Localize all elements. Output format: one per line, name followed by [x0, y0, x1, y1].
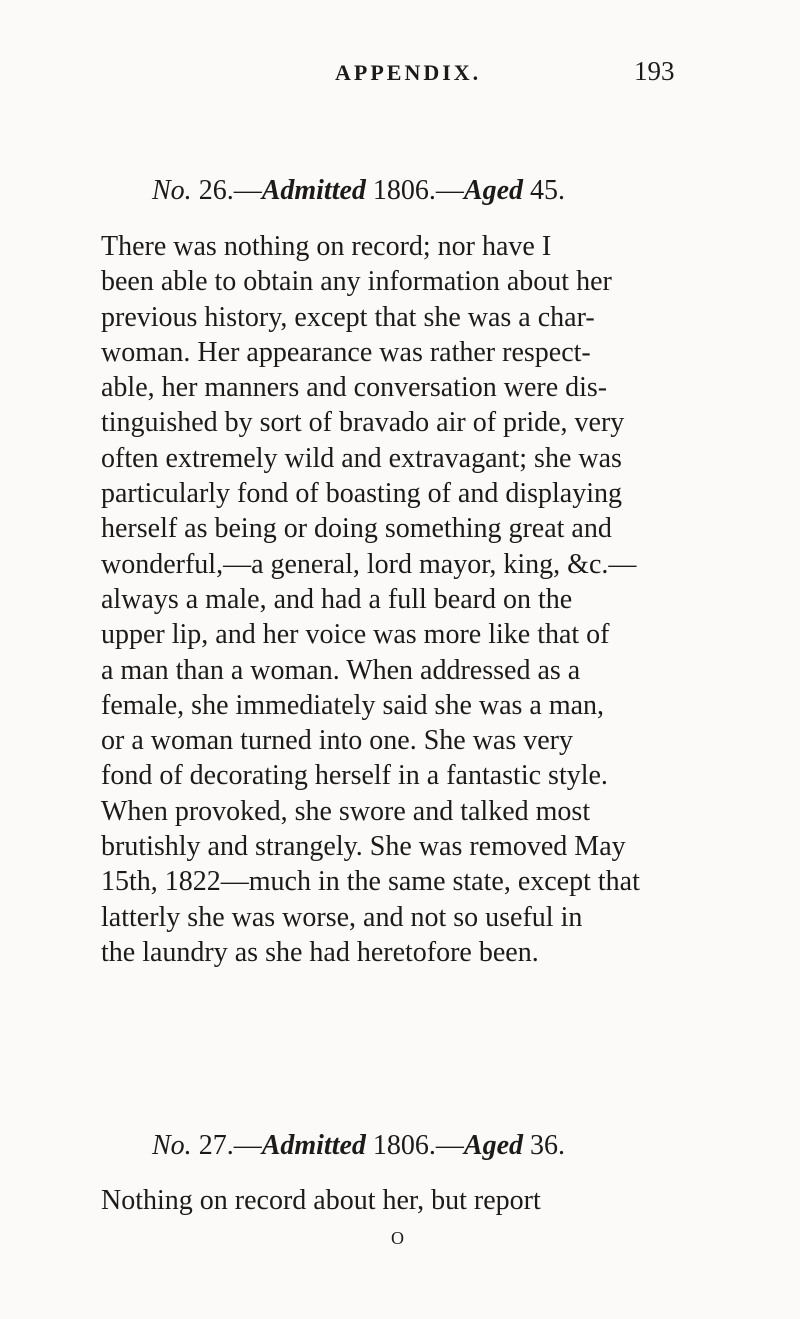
admitted-label: Admitted [261, 1130, 366, 1161]
entry-number: 26.— [198, 175, 262, 206]
entry-heading-26 [152, 175, 565, 207]
admitted-label: Admitted [261, 175, 366, 206]
running-head [0, 56, 800, 96]
entry-heading-27 [152, 1130, 565, 1162]
entry-number-label: No. [152, 1130, 192, 1161]
page-number: 193 [634, 56, 675, 86]
entry-text-27: Nothing on record about her, but report [101, 1185, 541, 1216]
entry-text-26: There was nothing on record; nor have I been able to obtain any information about her previous history, except that she was a char- woman. Her appearance was rather respect- able, her manners and conversation were dis- tinguished by sort of bravado air of pride, very often extremely wild and extravagant; she was particularly fond of boasting of and displaying herself as being or doing something great and wonderful,—a general, lord mayor, king, &c.— always a male, and had a full beard on the upper lip, and her voice was more like that of a man than a woman. When addressed as a female, she immediately said she was a man, or a woman turned into one. She was very fond of decorating herself in a fantastic style. When provoked, she swore and talked most brutishly and strangely. She was removed May 15th, 1822—much in the same state, except that latterly she was worse, and not so useful in the laundry as she had heretofore been. [101, 231, 640, 968]
aged-label: Aged [463, 1130, 524, 1161]
aged-label: Aged [463, 175, 524, 206]
running-title: APPENDIX. [335, 60, 482, 85]
signature-mark: O [391, 1228, 404, 1248]
admitted-year: 1806.— [372, 1130, 464, 1161]
entry-number-label: No. [152, 175, 192, 206]
entry-number: 27.— [198, 1130, 262, 1161]
admitted-year: 1806.— [372, 175, 464, 206]
aged-value: 36. [530, 1130, 566, 1161]
aged-value: 45. [530, 175, 566, 206]
